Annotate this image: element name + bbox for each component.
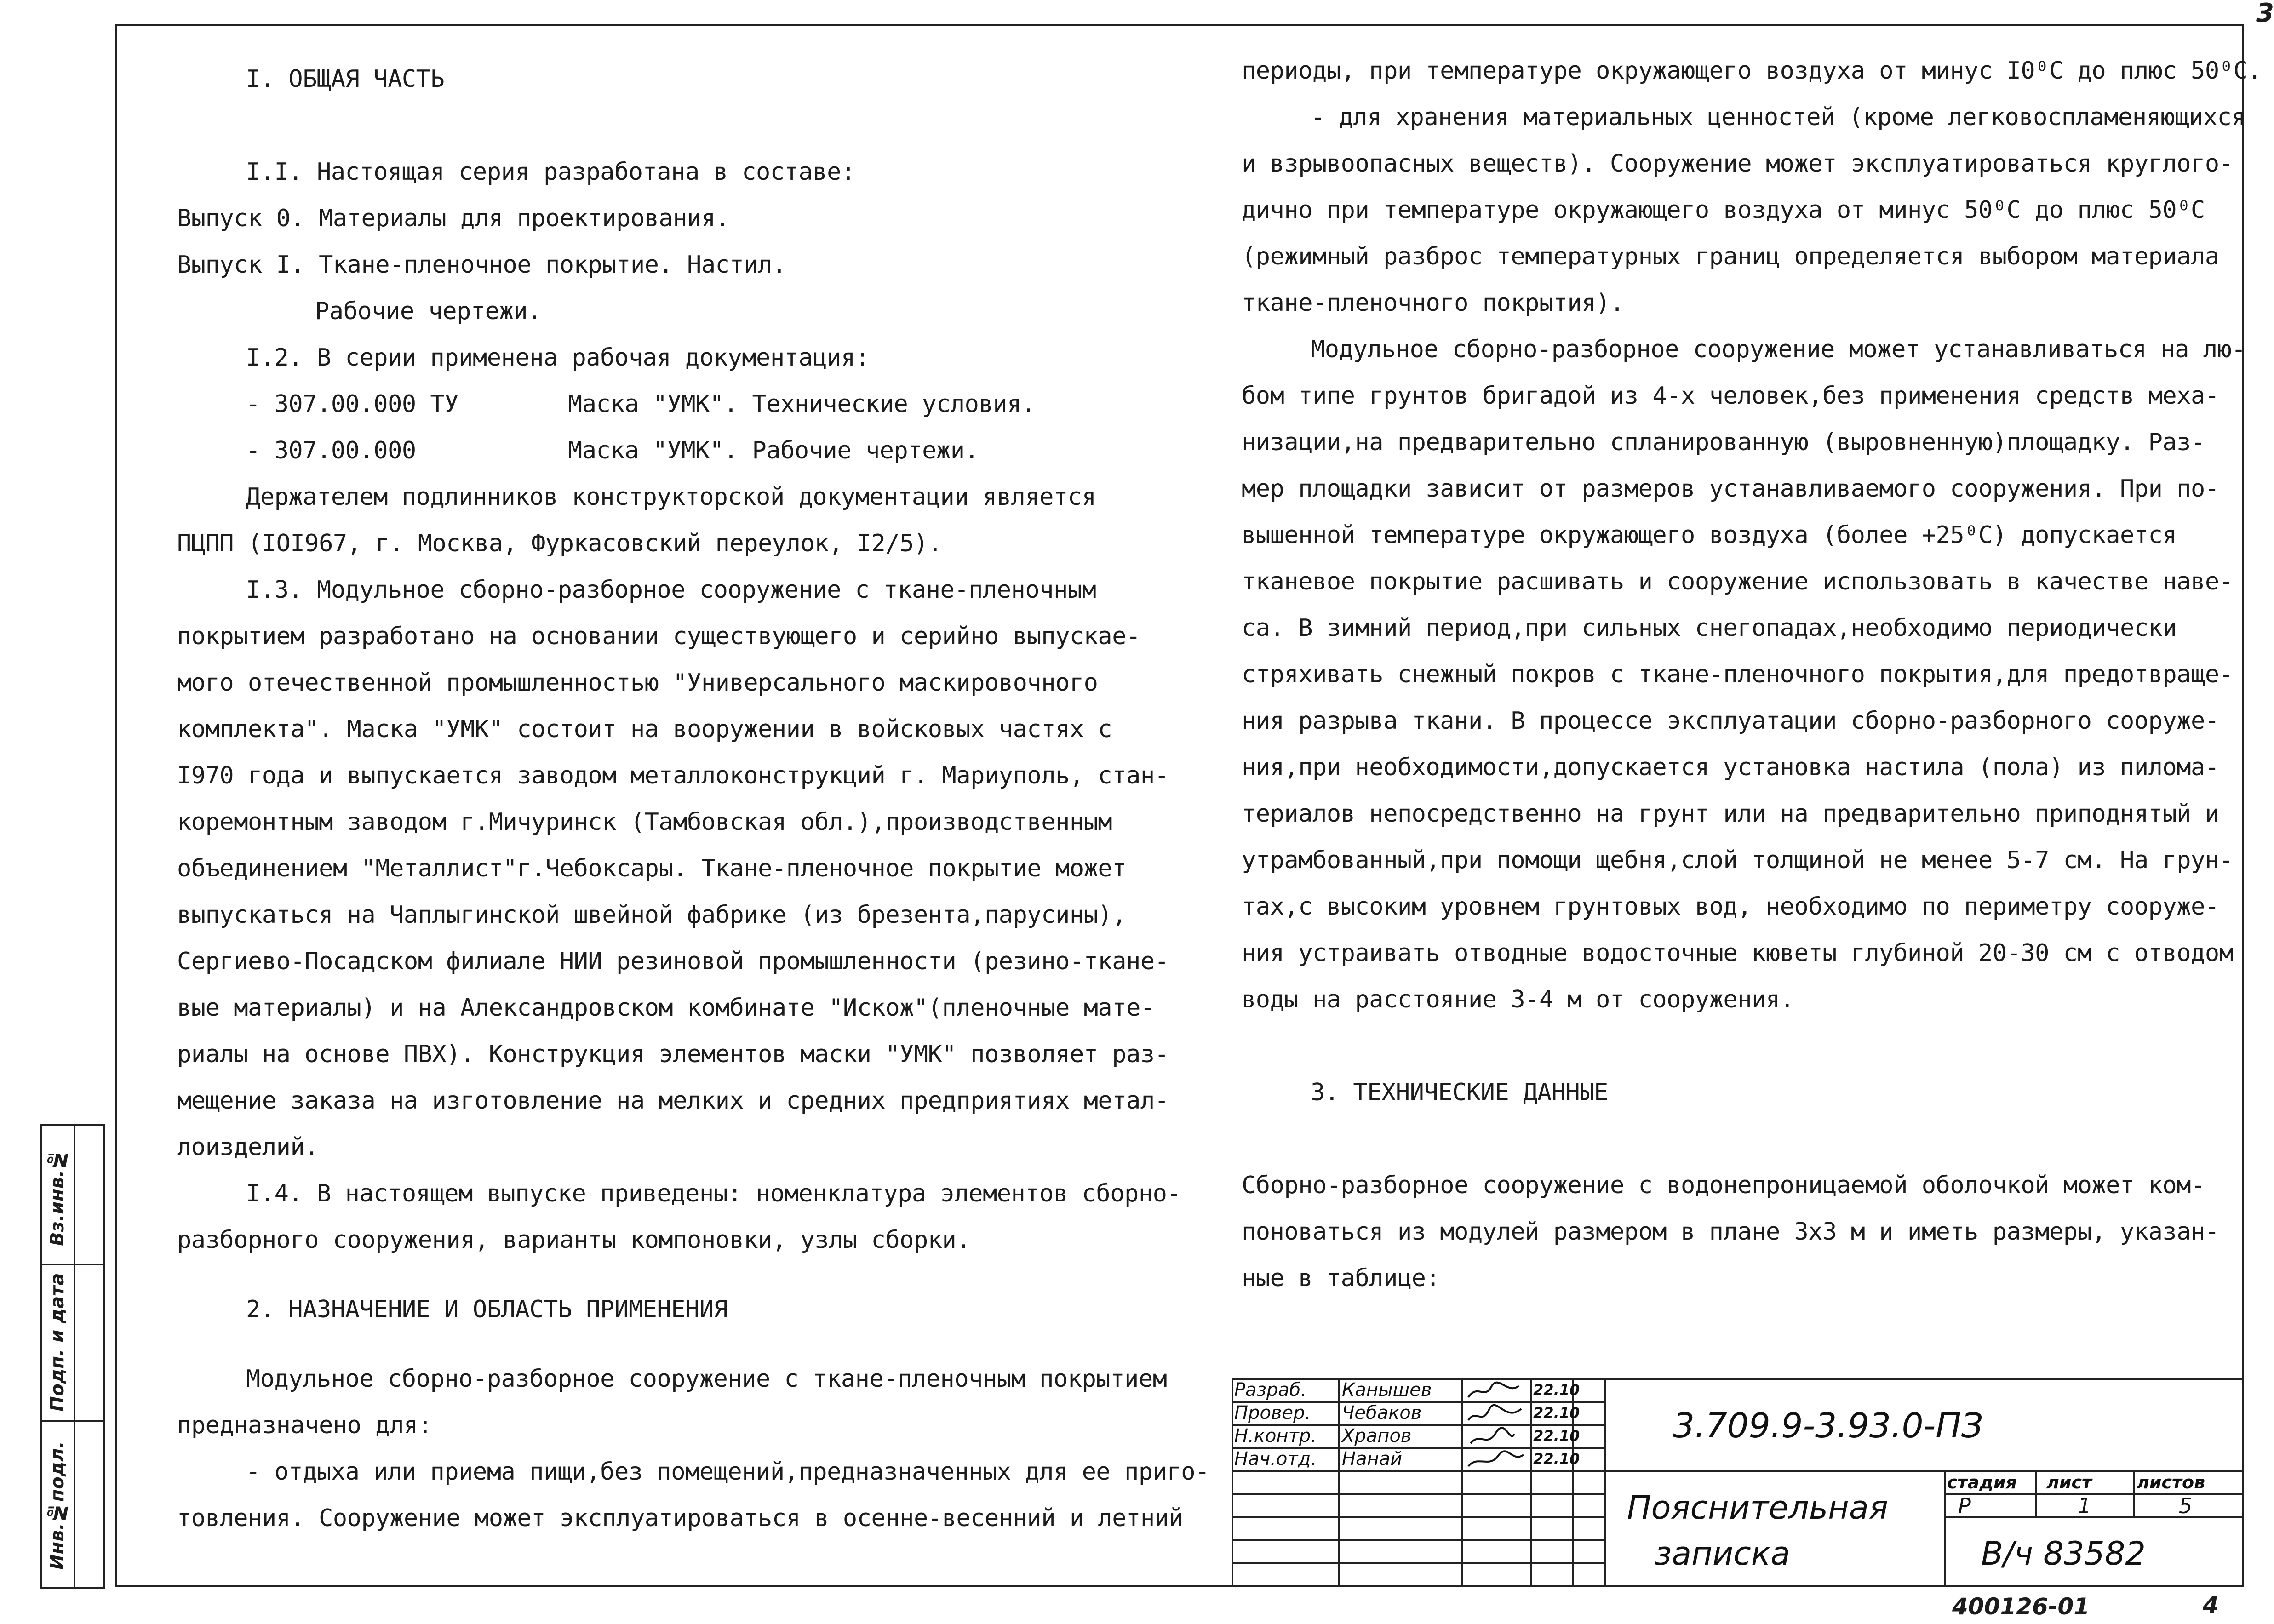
tb-line [1338,1378,1340,1587]
p13-line: покрытием разработано на основании существующего и серийно выпускае- [177,623,1140,650]
p13-line: лоизделий. [177,1133,319,1161]
tb-line [1232,1470,1604,1472]
tb-line [1232,1539,1604,1541]
signatures [1464,1381,1528,1469]
date-developer: 22.10 [1533,1381,1580,1399]
p13-line: объединением "Металлист"г.Чебоксары. Ткане-пленочное покрытие может [177,855,1127,882]
sheet-value: 1 [2078,1493,2091,1518]
tb-line [1944,1493,2244,1495]
role-checker: Провер. [1234,1402,1311,1424]
r2-line: ткане-пленочного покрытия). [1242,289,1624,317]
r3-line: ния,при необходимости,допускается установка настила (пола) из пиломa- [1242,754,2219,781]
date-checker: 22.10 [1533,1404,1580,1422]
r3-line: ния разрыва ткани. В процессе эксплуатации сборно-разборного сооруже- [1242,707,2219,735]
document-title-line-1: Пояснительная [1627,1489,1888,1527]
r3-line: мер площадки зависит от размеров устанавливаемого сооружения. При по- [1242,475,2219,503]
role-norm-control: Н.контр. [1234,1425,1317,1447]
p14-line: I.4. В настоящем выпуске приведены: номенклатура элементов сборно- [246,1180,1181,1207]
holder-line-2: ПЦПП (IОI967, г. Москва, Фуркасовский переулок, I2/5). [177,530,942,557]
tb-line [1530,1378,1532,1587]
p13-line: риалы на основе ПВХ). Конструкция элементов маски "УМК" позволяет раз- [177,1041,1169,1068]
sheets-value: 5 [2179,1493,2193,1518]
tb-line [1232,1516,1604,1518]
role-head-dept: Нач.отд. [1234,1448,1317,1470]
document-title-line-2: записка [1655,1535,1791,1573]
r4-line: ные в таблице: [1242,1264,1440,1292]
heading-purpose: 2. НАЗНАЧЕНИЕ И ОБЛАСТЬ ПРИМЕНЕНИЯ [246,1296,728,1323]
r2-line: - для хранения материальных ценностей (кроме легковоспламеняющихся [1311,103,2246,131]
inventory-number: В/ч 83582 [1981,1535,2146,1573]
page-number-corner: 3 [2256,0,2274,28]
side-stamp-divider [42,1420,103,1422]
p13-line: коремонтным заводом г.Мичуринск (Тамбовская обл.),производственным [177,808,1112,836]
r3-line: тканевое покрытие расшивать и сооружение использовать в качестве наве- [1242,568,2234,595]
side-stamp [40,1124,105,1589]
date-norm-control: 22.10 [1533,1427,1580,1445]
doc-2-name: Маска "УМК". Рабочие чертежи. [568,437,979,464]
tb-line [1944,1516,2244,1518]
p13-line: мещение заказа на изготовление на мелких и средних предприятиях метал- [177,1087,1169,1115]
side-stamp-divider [74,1126,75,1587]
r3-line: са. В зимний период,при сильных снегопадах,необходимо периодически [1242,614,2177,642]
p21-line: Модульное сборно-разборное сооружение с ткане-пленочным покрытием [246,1365,1167,1393]
date-head-dept: 22.10 [1533,1450,1580,1468]
r2-line: дично при температуре окружающего воздуха от минус 50⁰С до плюс 50⁰С [1242,196,2205,224]
doc-row-2 [177,428,1212,474]
footer-sheet: 4 [2203,1592,2219,1618]
stage-label: стадия [1947,1472,2017,1492]
tb-line [1604,1378,1606,1587]
doc-1-code: - 307.00.000 ТУ [246,390,459,418]
doc-2-code: - 307.00.000 [246,437,416,464]
r3-line: вышенной температуре окружающего воздуха (более +25⁰С) допускается [1242,521,2177,549]
tb-line [1944,1470,1946,1587]
stage-value: Р [1958,1493,1971,1518]
tb-line [1232,1493,1604,1495]
title-block [1232,1378,2244,1587]
name-norm-control: Храпов [1342,1425,1412,1447]
p14-line: разборного сооружения, варианты компоновки, узлы сборки. [177,1226,971,1254]
right-text-column [1242,48,2262,1302]
issue-1-drawings-line: Рабочие чертежи. [315,297,542,325]
p13-line: мого отечественной промышленностью "Универсального маскировочного [177,669,1098,697]
tb-line [2035,1470,2037,1516]
r2-line: и взрывоопасных веществ). Сооружение может эксплуатироваться круглого- [1242,150,2234,177]
r4-line: поноваться из модулей размером в плане 3х3 м и иметь размеры, указан- [1242,1218,2219,1246]
p13-line: I970 года и выпускается заводом металлоконструкций г. Мариуполь, стан- [177,762,1169,789]
p13-line: выпускаться на Чаплыгинской швейной фабрике (из брезента,парусины), [177,901,1127,929]
tb-line [2133,1470,2135,1516]
paragraph-1-1: I.I. Настоящая серия разработана в составе: [246,158,855,186]
r3-line: низации,на предварительно спланированную (выровненную)площадку. Раз- [1242,429,2205,456]
tb-line [1232,1562,1604,1564]
p13-line: I.3. Модульное сборно-разборное сооружение с ткане-пленочным [246,576,1096,604]
tb-line [1232,1378,1233,1587]
r3-line: бом типе грунтов бригадой из 4-х человек,без применения средств меха- [1242,382,2219,410]
r1-line: периоды, при температуре окружающего воздуха от минус I0⁰С до плюс 50⁰С. [1242,57,2262,85]
p22-line: товления. Сооружение может эксплуатироваться в осенне-весенний и летний [177,1504,1183,1532]
tb-line [1461,1378,1463,1587]
name-checker: Чебаков [1342,1402,1422,1424]
doc-row-1 [177,381,1212,428]
issue-1-line: Выпуск I. Ткане-пленочное покрытие. Настил. [177,251,786,279]
footer-code: 400126-01 [1952,1593,2090,1620]
name-head-dept: Нанай [1342,1448,1403,1470]
r3-line: утрамбованный,при помощи щебня,слой толщиной не менее 5-7 см. На грун- [1242,846,2234,874]
sheet-label: лист [2046,1472,2092,1492]
name-developer: Канышев [1342,1379,1432,1401]
replaced-inv-label: Вз.инв.№ [47,1149,68,1246]
r4-line: Сборно-разборное сооружение с водонепроницаемой оболочкой может ком- [1242,1172,2205,1199]
role-developer: Разраб. [1234,1379,1307,1401]
r3-line: териалов непосредственно на грунт или на предварительно приподнятый и [1242,800,2219,828]
r2-line: (режимный разброс температурных границ определяется выбором материала [1242,243,2219,270]
p21-line: предназначено для: [177,1412,432,1439]
r3-line: воды на расстояние 3-4 м от сооружения. [1242,986,1794,1013]
sign-date-label: Подп. и дата [47,1273,68,1412]
p13-line: вые материалы) и на Александровском комбинате "Искож"(пленочные мате- [177,994,1155,1022]
p22-line: - отдыха или приема пищи,без помещений,предназначенных для ее приго- [246,1458,1209,1486]
left-text-column [177,56,1212,1542]
heading-technical: 3. ТЕХНИЧЕСКИЕ ДАННЫЕ [1311,1079,1608,1106]
r3-line: тах,с высоким уровнем грунтовых вод, необходимо по периметру сооруже- [1242,893,2219,921]
p13-line: Сергиево-Посадском филиале НИИ резиновой промышленности (резино-ткане- [177,948,1169,975]
sheets-label: листов [2137,1472,2205,1492]
p13-line: комплекта". Маска "УМК" состоит на вооружении в войсковых частях с [177,715,1112,743]
heading-general: I. ОБЩАЯ ЧАСТЬ [246,65,445,93]
document-designation: 3.709.9-3.93.0-ПЗ [1673,1406,1983,1446]
side-stamp-divider [42,1264,103,1265]
r3-line: стряхивать снежный покров с ткане-пленочного покрытия,для предотвраще- [1242,661,2234,688]
r3-line: ния устраивать отводные водосточные кюветы глубиной 20-30 см с отводом [1242,939,2234,967]
r3-line: Модульное сборно-разборное сооружение может устанавливаться на лю- [1311,336,2246,363]
inv-original-label: Инв.№подл. [47,1441,68,1570]
paragraph-1-2: I.2. В серии применена рабочая документация: [246,344,870,372]
issue-0-line: Выпуск 0. Материалы для проектирования. [177,205,730,232]
doc-1-name: Маска "УМК". Технические условия. [568,390,1036,418]
holder-line-1: Держателем подлинников конструкторской документации является [246,483,1096,511]
